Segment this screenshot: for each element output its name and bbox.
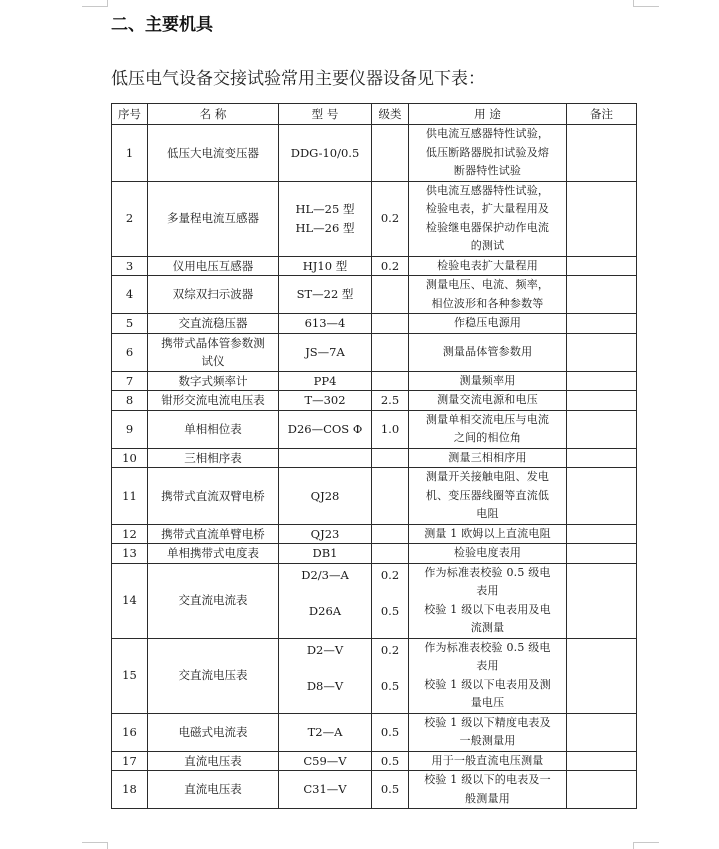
- cell-name: 电磁式电流表: [148, 713, 279, 751]
- use-line: 测量 1 欧姆以上直流电阻: [424, 526, 551, 540]
- cell-use: [409, 751, 567, 771]
- use-line: 的测试: [470, 239, 505, 252]
- header-model: 型 号: [279, 104, 372, 125]
- use-line: 流测量: [470, 621, 505, 634]
- cell-use: [409, 771, 567, 809]
- use-line: 作为标准表校验 0.5 级电: [424, 640, 551, 654]
- cell-grade: [372, 314, 409, 334]
- cell-remark: [567, 125, 637, 182]
- cell-model: C31—V: [279, 771, 372, 809]
- use-line: 表用: [476, 584, 499, 597]
- cell-no: 5: [112, 314, 148, 334]
- cell-use: [409, 276, 567, 314]
- cell-name: 交直流稳压器: [148, 314, 279, 334]
- cell-grade: [372, 125, 409, 182]
- cell-use: [409, 563, 567, 638]
- cell-remark: [567, 544, 637, 564]
- cell-use: [409, 713, 567, 751]
- cell-name: 仪用电压互感器: [148, 256, 279, 276]
- cell-remark: [567, 638, 637, 713]
- use-line: 检验继电器保护动作电流: [425, 220, 550, 234]
- cell-name: 直流电压表: [148, 751, 279, 771]
- use-line: 之间的相位角: [453, 431, 522, 444]
- table-row: [112, 314, 637, 334]
- cell-model: [279, 638, 372, 713]
- table-row: [112, 468, 637, 525]
- grade-line: 0.5: [380, 679, 400, 693]
- cell-grade: [372, 371, 409, 391]
- cell-use: [409, 638, 567, 713]
- header-grade: 级类: [372, 104, 409, 125]
- spacer: [282, 584, 368, 602]
- crop-mark-bottom-right-h: [633, 842, 659, 843]
- spacer: [282, 659, 368, 677]
- use-line: 用于一般直流电压测量: [431, 753, 544, 767]
- cell-use: [409, 314, 567, 334]
- cell-name: 携带式直流单臂电桥: [148, 524, 279, 544]
- cell-grade: [372, 638, 409, 713]
- header-no: 序号: [112, 104, 148, 125]
- table-row: [112, 448, 637, 468]
- table-row: [112, 544, 637, 564]
- cell-model: QJ28: [279, 468, 372, 525]
- cell-grade: 0.2: [372, 256, 409, 276]
- cell-model: ST—22 型: [279, 276, 372, 314]
- header-name: 名 称: [148, 104, 279, 125]
- section-heading: 二、主要机具: [111, 15, 213, 35]
- table-row: [112, 563, 637, 638]
- cell-model: JS—7A: [279, 333, 372, 371]
- table-row: [112, 410, 637, 448]
- cell-remark: [567, 181, 637, 256]
- crop-mark-top-right-h: [633, 6, 659, 7]
- cell-remark: [567, 256, 637, 276]
- cell-name: 直流电压表: [148, 771, 279, 809]
- crop-mark-bottom-right-v: [633, 842, 634, 849]
- cell-use: [409, 125, 567, 182]
- cell-remark: [567, 448, 637, 468]
- cell-grade: 0.5: [372, 751, 409, 771]
- cell-use: [409, 181, 567, 256]
- crop-mark-top-left-h: [82, 6, 108, 7]
- cell-use: [409, 544, 567, 564]
- use-line: 测量交流电源和电压: [437, 393, 538, 406]
- use-line: 电阻: [476, 507, 499, 520]
- use-line: 测量电压、电流、频率，: [425, 278, 550, 291]
- use-line: 相位波形和各种参数等: [431, 296, 544, 310]
- spacer: [375, 659, 405, 677]
- cell-grade: 0.2: [372, 181, 409, 256]
- name-line: 携带式晶体管参数测: [161, 335, 265, 350]
- use-line: 测量三相相序用: [448, 450, 527, 464]
- use-line: 测量晶体管参数用: [442, 344, 533, 358]
- grade-line: 0.5: [380, 604, 400, 618]
- cell-grade: [372, 448, 409, 468]
- cell-remark: [567, 468, 637, 525]
- cell-remark: [567, 276, 637, 314]
- cell-remark: [567, 410, 637, 448]
- cell-no: 9: [112, 410, 148, 448]
- crop-mark-bottom-left-h: [82, 842, 108, 843]
- cell-remark: [567, 771, 637, 809]
- cell-model: T—302: [279, 391, 372, 411]
- spacer: [375, 584, 405, 602]
- use-line: 机、变压器线圈等直流低: [425, 488, 550, 502]
- cell-use: [409, 468, 567, 525]
- cell-model: 613—4: [279, 314, 372, 334]
- model-line: HL—25 型: [295, 202, 355, 216]
- table-row: [112, 751, 637, 771]
- cell-no: 16: [112, 713, 148, 751]
- model-line: D8—V: [306, 679, 344, 693]
- name-line: 试仪: [201, 354, 225, 368]
- cell-grade: 0.5: [372, 771, 409, 809]
- cell-model: [279, 563, 372, 638]
- cell-grade: [372, 333, 409, 371]
- cell-remark: [567, 751, 637, 771]
- cell-use: [409, 524, 567, 544]
- cell-name: 低压大电流变压器: [148, 125, 279, 182]
- cell-model: [279, 181, 372, 256]
- use-line: 作为标准表校验 0.5 级电: [424, 565, 551, 579]
- table-row: [112, 371, 637, 391]
- cell-name: 交直流电流表: [148, 563, 279, 638]
- cell-remark: [567, 314, 637, 334]
- use-line: 检验电度表用: [453, 546, 522, 559]
- cell-remark: [567, 333, 637, 371]
- header-use: 用 途: [409, 104, 567, 125]
- use-line: 校验 1 级以下电表用及电: [424, 602, 551, 616]
- cell-name: 数字式频率计: [148, 371, 279, 391]
- cell-grade: [372, 524, 409, 544]
- cell-no: 1: [112, 125, 148, 182]
- table-row: [112, 391, 637, 411]
- cell-model: QJ23: [279, 524, 372, 544]
- cell-remark: [567, 524, 637, 544]
- intro-paragraph: 低压电气设备交接试验常用主要仪器设备见下表：: [111, 69, 485, 89]
- cell-name: 三相相序表: [148, 448, 279, 468]
- cell-grade: 0.5: [372, 713, 409, 751]
- cell-remark: [567, 713, 637, 751]
- cell-use: [409, 371, 567, 391]
- use-line: 测量频率用: [459, 373, 516, 387]
- cell-name: 多量程电流互感器: [148, 181, 279, 256]
- cell-remark: [567, 563, 637, 638]
- cell-model: HJ10 型: [279, 256, 372, 276]
- table-row: [112, 524, 637, 544]
- cell-no: 11: [112, 468, 148, 525]
- cell-name: 单相携带式电度表: [148, 544, 279, 564]
- use-line: 一般测量用: [459, 734, 516, 747]
- equipment-table: [111, 103, 637, 809]
- use-line: 表用: [476, 659, 499, 672]
- cell-model: PP4: [279, 371, 372, 391]
- use-line: 低压断路器脱扣试验及熔: [425, 145, 550, 159]
- table-row: [112, 771, 637, 809]
- grade-line: 0.2: [380, 567, 400, 582]
- model-line: D26A: [308, 604, 342, 618]
- cell-model: DDG-10/0.5: [279, 125, 372, 182]
- cell-remark: [567, 391, 637, 411]
- cell-use: [409, 391, 567, 411]
- crop-mark-top-right-v: [633, 0, 634, 7]
- cell-use: [409, 448, 567, 468]
- cell-grade: 2.5: [372, 391, 409, 411]
- table-row: [112, 333, 637, 371]
- cell-use: [409, 256, 567, 276]
- table-row: [112, 256, 637, 276]
- use-line: 检验电表，扩大量程用及: [425, 202, 550, 215]
- table-row: [112, 125, 637, 182]
- table-row: [112, 181, 637, 256]
- crop-mark-bottom-left-v: [107, 842, 108, 849]
- cell-grade: [372, 276, 409, 314]
- cell-no: 6: [112, 333, 148, 371]
- use-line: 作稳压电源用: [453, 316, 522, 329]
- cell-no: 7: [112, 371, 148, 391]
- model-line: D2/3—A: [301, 567, 349, 582]
- cell-no: 13: [112, 544, 148, 564]
- cell-name: 钳形交流电流电压表: [148, 391, 279, 411]
- use-line: 测量开关接触电阻、发电: [425, 470, 550, 483]
- cell-no: 18: [112, 771, 148, 809]
- cell-no: 17: [112, 751, 148, 771]
- cell-model: D26—COS Φ: [279, 410, 372, 448]
- table-body: [112, 125, 637, 809]
- grade-line: 0.2: [380, 642, 400, 657]
- cell-grade: 1.0: [372, 410, 409, 448]
- cell-no: 15: [112, 638, 148, 713]
- use-line: 校验 1 级以下精度电表及: [424, 715, 551, 729]
- cell-use: [409, 410, 567, 448]
- use-line: 检验电表扩大量程用: [437, 258, 538, 272]
- table-row: [112, 276, 637, 314]
- cell-grade: [372, 468, 409, 525]
- cell-no: 3: [112, 256, 148, 276]
- use-line: 量电压: [470, 696, 505, 709]
- cell-no: 8: [112, 391, 148, 411]
- cell-no: 10: [112, 448, 148, 468]
- use-line: 般测量用: [465, 791, 510, 805]
- cell-no: 4: [112, 276, 148, 314]
- table-row: [112, 638, 637, 713]
- use-line: 校验 1 级以下电表用及测: [424, 677, 551, 691]
- use-line: 校验 1 级以下的电表及一: [424, 773, 551, 786]
- cell-name: [148, 333, 279, 371]
- cell-model: T2—A: [279, 713, 372, 751]
- cell-model: [279, 448, 372, 468]
- cell-no: 12: [112, 524, 148, 544]
- cell-name: 单相相位表: [148, 410, 279, 448]
- cell-use: [409, 333, 567, 371]
- header-remark: 备注: [567, 104, 637, 125]
- use-line: 供电流互感器特性试验，: [425, 127, 550, 140]
- model-line: D2—V: [306, 642, 344, 657]
- use-line: 断器特性试验: [453, 164, 522, 177]
- cell-model: DB1: [279, 544, 372, 564]
- cell-grade: [372, 544, 409, 564]
- cell-name: 携带式直流双臂电桥: [148, 468, 279, 525]
- crop-mark-top-left-v: [107, 0, 108, 7]
- cell-name: 交直流电压表: [148, 638, 279, 713]
- table-row: [112, 713, 637, 751]
- cell-no: 2: [112, 181, 148, 256]
- use-line: 供电流互感器特性试验，: [425, 183, 550, 197]
- cell-no: 14: [112, 563, 148, 638]
- use-line: 测量单相交流电压与电流: [425, 412, 550, 426]
- model-line: HL—26 型: [295, 220, 355, 235]
- cell-remark: [567, 371, 637, 391]
- cell-name: 双综双扫示波器: [148, 276, 279, 314]
- cell-grade: [372, 563, 409, 638]
- cell-model: C59—V: [279, 751, 372, 771]
- table-header-row: [112, 104, 637, 125]
